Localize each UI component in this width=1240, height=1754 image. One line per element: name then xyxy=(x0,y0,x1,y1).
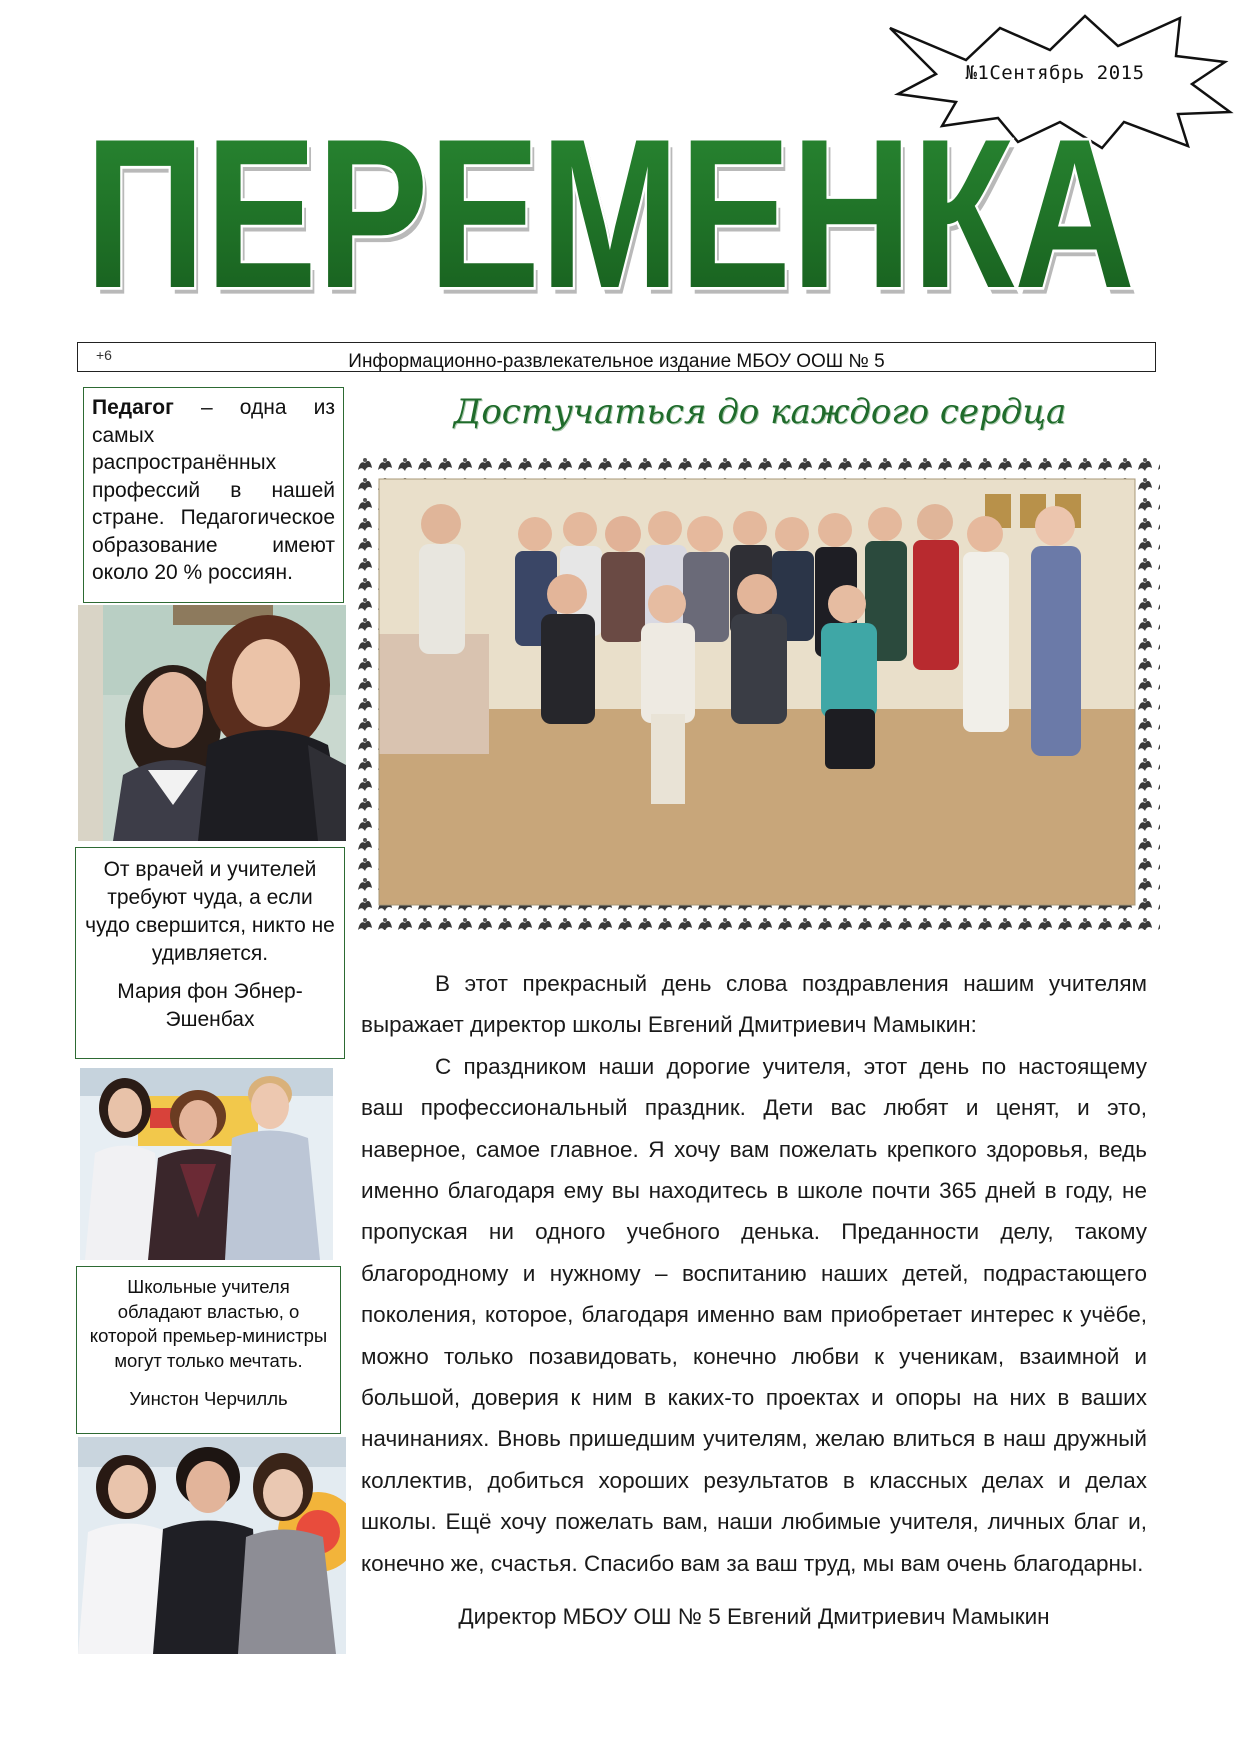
quote-text: От врачей и учителей требуют чуда, а если чудо свершится, никто не удивляется. xyxy=(85,858,335,965)
subtitle-bar xyxy=(77,342,1156,372)
sidebar-photo-three-women xyxy=(78,1437,346,1654)
article-paragraph-1: В этот прекрасный день слова поздравления нашим учителям выражает директор школы Евгений Дмитриевич Мамыкин: xyxy=(361,971,1147,1038)
sidebar-photo-two-students xyxy=(78,605,346,841)
article-headline: Достучаться до каждого сердца xyxy=(453,392,1067,432)
page-marker: +6 xyxy=(96,347,112,363)
group-photo xyxy=(379,479,1135,905)
masthead-title-text: ПЕРЕМЕНКА xyxy=(85,110,1135,333)
article-body xyxy=(361,963,1147,1584)
masthead-title-shadow: ПЕРЕМЕНКА xyxy=(88,110,1139,340)
fact-bold-word: Педагог xyxy=(92,396,174,419)
article-signature: Директор МБОУ ОШ № 5 Евгений Дмитриевич Мамыкин xyxy=(458,1604,1050,1629)
publication-subtitle: Информационно-развлекательное издание МБОУ ООШ № 5 xyxy=(348,351,885,372)
sidebar-photo-teacher-students xyxy=(80,1068,333,1260)
quote-box-churchill xyxy=(76,1266,341,1434)
fact-body: – одна из самых распространённых профессий в нашей стране. Педагогическое образование имеют около 20 % россиян. xyxy=(92,396,335,584)
group-photo-frame xyxy=(355,454,1160,930)
quote-text: Школьные учителя обладают властью, о которой премьер-министры могут только мечтать. xyxy=(89,1276,328,1371)
quote-box-ebner xyxy=(75,847,345,1059)
fact-text xyxy=(92,394,335,587)
fact-box xyxy=(83,387,344,603)
issue-label: №1Сентябрь 2015 xyxy=(965,62,1145,84)
masthead-title xyxy=(60,110,1160,340)
quote-author: Уинстон Черчилль xyxy=(129,1388,288,1409)
article-paragraph-2: С праздником наши дорогие учителя, этот день по настоящему ваш профессиональный праздник. Дети вас любят и ценят, и это, наверное, самое главное. Я хочу вам пожелать крепкого здоровья, ведь именно благодаря ему вы находитесь в школе почти 365 дней в году, не пропуская ни одного учебного денька. Преданности делу, такому благородному и нужному – воспитанию наших детей, подрастающего поколения, которое, благодаря именно вам приобретает интерес к учёбе, можно только позавидовать, конечно любви к ученикам, взаимной и большой, доверия к ним в каких-то проектах и опоры на них в ваших начинаниях. Вновь пришедшим учителям, желаю влиться в наш дружный коллектив, добиться хороших результатов в классных делах и делах школы. Ещё хочу пожелать вам, наши любимые учителя, личных благ и, конечно же, счастья. Спасибо вам за ваш труд, мы вам очень благодарны. xyxy=(361,1053,1147,1576)
quote-author: Мария фон Эбнер-Эшенбах xyxy=(117,980,303,1031)
